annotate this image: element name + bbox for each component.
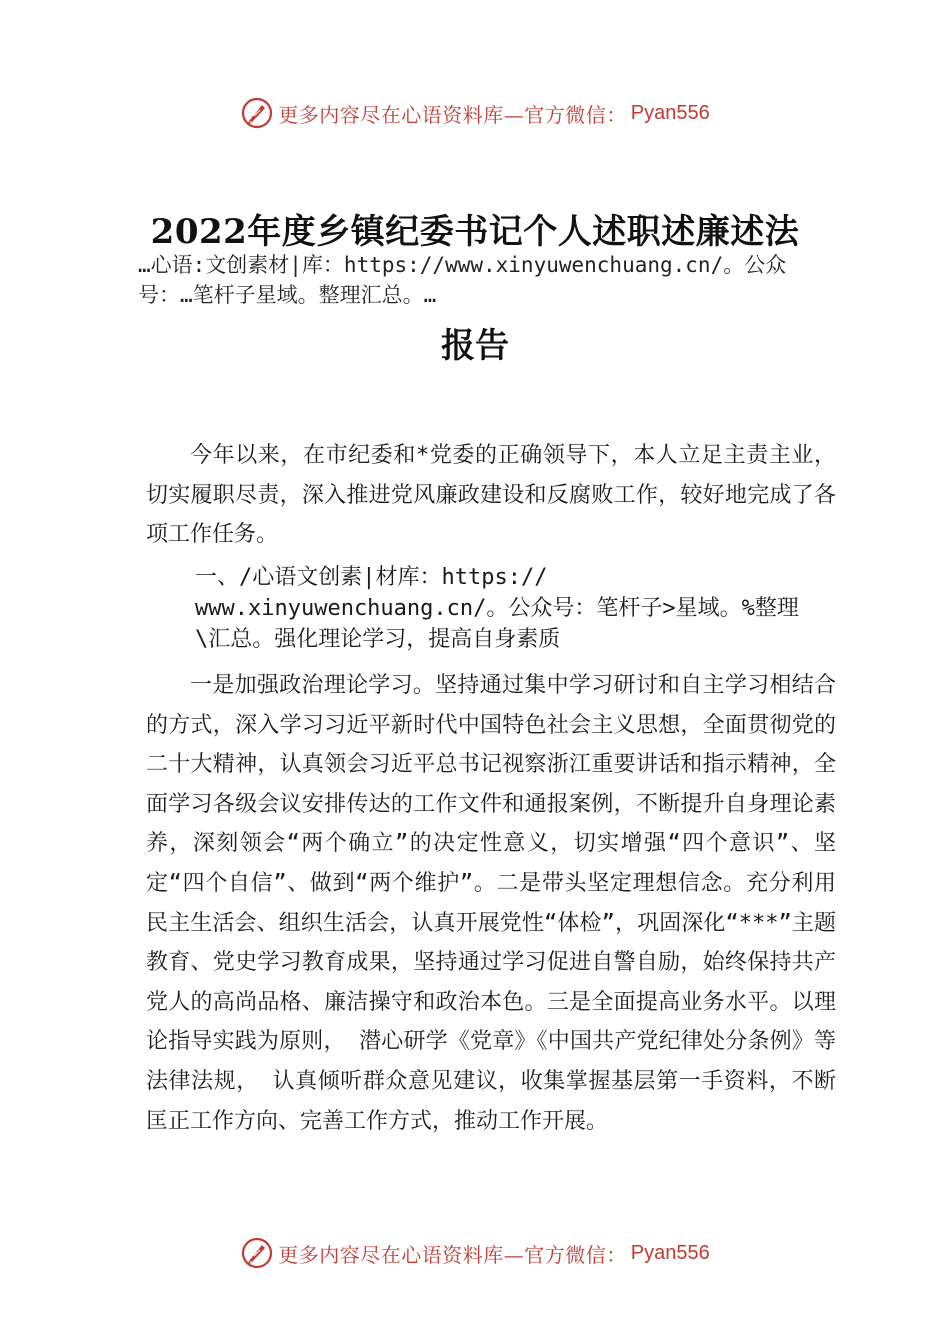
quill-pen-logo-icon [240,96,274,130]
document-title: 2022年度乡镇纪委书记个人述职述廉述法 [150,212,800,252]
banner-handle: Pyan556 [630,1241,710,1264]
document-title-continued: 报告 [441,326,509,366]
section-heading-line: www.xinyuwenchuang.cn/。公众号：笔杆子>星域。%整理 [195,596,799,621]
section-heading [195,562,845,655]
watermark-line: …心语:文创素材|库：https://www.xinyuwenchuang.cn/。公众号：…笔杆子星域。整理汇总。… [138,253,787,307]
section-heading-line: 一、/心语文创素|材库：https:// [195,565,548,590]
paragraph-text: 今年以来，在市纪委和*党委的正确领导下，本人立足主责主业，切实履职尽责，深入推进党风廉政建设和反腐败工作，较好地完成了各项工作任务。 [146,443,836,548]
paragraph-theory-study [146,666,836,1141]
banner-text: 更多内容尽在心语资料库—官方微信： [278,1242,627,1267]
quill-pen-logo-icon [240,1236,274,1270]
footer-banner [0,1236,950,1270]
paragraph-intro [146,436,836,555]
banner-handle: Pyan556 [630,101,710,124]
banner-text: 更多内容尽在心语资料库—官方微信： [278,102,627,127]
paragraph-text: 一是加强政治理论学习。坚持通过集中学习研讨和自主学习相结合的方式，深入学习习近平新时代中国特色社会主义思想，全面贯彻党的二十大精神，认真领会习近平总书记视察浙江重要讲话和指示精神，全面学习各级会议安排传达的工作文件和通报案例，不断提升自身理论素养，深刻领会“两个确立”的决定性意义，切实增强“四个意识”、坚定“四个自信”、做到“两个维护”。二是带头坚定理想信念。充分利用民主生活会、组织生活会，认真开展党性“体检”，巩固深化“***”主题教育、党史学习教育成果，坚持通过学习促进自警自励，始终保持共产党人的高尚品格、廉洁操守和政治本色。三是全面提高业务水平。以理论指导实践为原则， 潜心研学《党章》《中国共产党纪律处分条例》等法律法规， 认真倾听群众意见建议，收集掌握基层第一手资料，不断匡正工作方向、完善工作方式，推动工作开展。 [146,673,836,1134]
section-heading-line: \汇总。强化理论学习，提高自身素质 [195,627,561,652]
header-banner [0,96,950,130]
